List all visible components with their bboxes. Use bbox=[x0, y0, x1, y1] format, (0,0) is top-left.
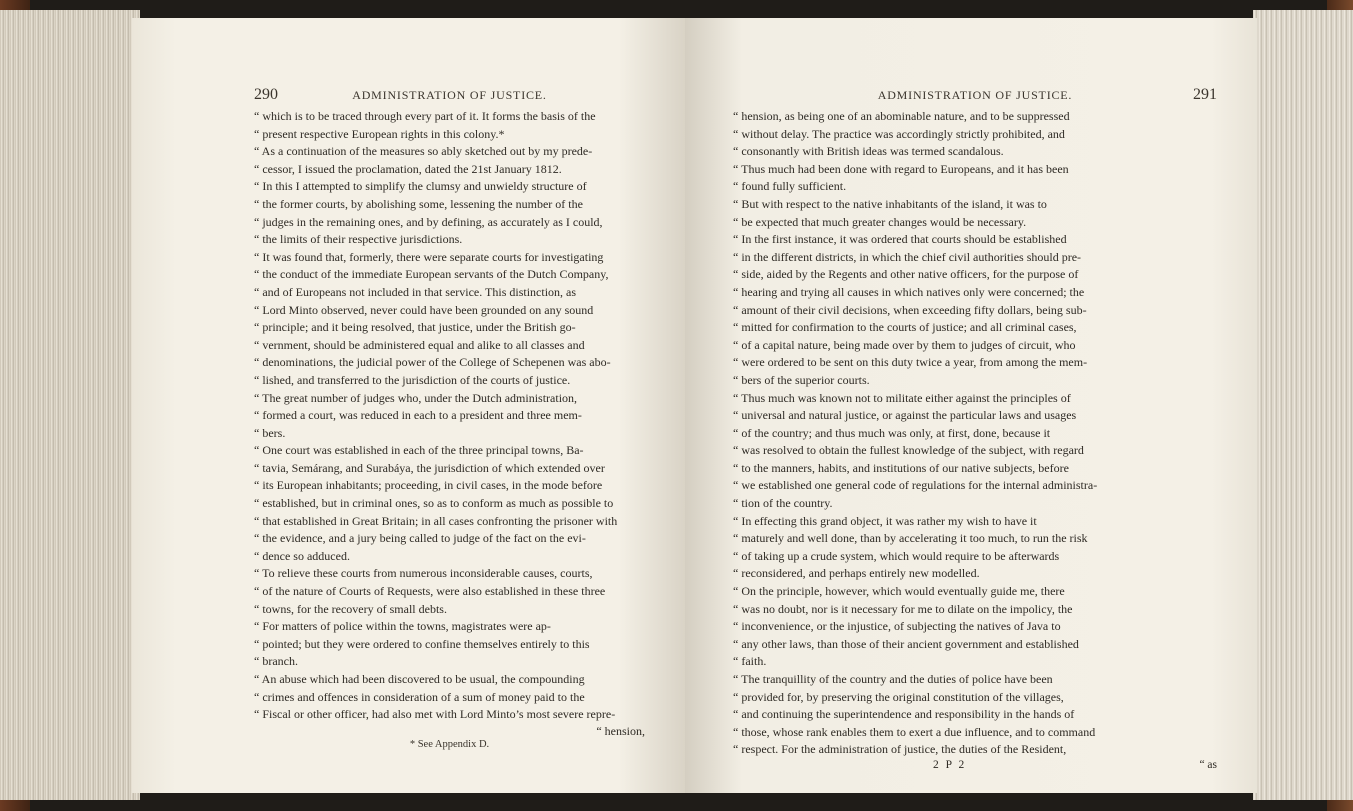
text-line: “ tion of the country. bbox=[733, 496, 833, 511]
text-line: “ the former courts, by abolishing some, lessening the number of the bbox=[254, 196, 583, 211]
text-line: “ Fiscal or other officer, had also met with Lord Minto’s most severe repre- bbox=[254, 707, 616, 722]
right-page-text bbox=[733, 108, 1217, 759]
left-catchword: “ hension, bbox=[596, 723, 645, 738]
text-line: “ The tranquillity of the country and the duties of police have been bbox=[733, 672, 1053, 686]
text-line: “ The great number of judges who, under the Dutch administration, bbox=[254, 390, 578, 405]
text-line: “ towns, for the recovery of small debts. bbox=[254, 601, 447, 616]
text-line: “ to the manners, habits, and institutions of our native subjects, before bbox=[733, 460, 1069, 475]
text-line: “ side, aided by the Regents and other native officers, for the purpose of bbox=[733, 267, 1079, 282]
text-line: “ An abuse which had been discovered to be usual, the compounding bbox=[254, 672, 585, 686]
left-page bbox=[132, 18, 685, 793]
text-line: “ reconsidered, and perhaps entirely new modelled. bbox=[733, 566, 980, 581]
text-line: “ of the country; and thus much was only, at first, done, because it bbox=[733, 425, 1051, 440]
text-line: “ Lord Minto observed, never could have been grounded on any sound bbox=[254, 302, 594, 317]
text-line: “ On the principle, however, which would eventually guide me, there bbox=[733, 584, 1065, 599]
right-page bbox=[685, 18, 1257, 793]
text-line: “ maturely and well done, than by accelerating it too much, to run the risk bbox=[733, 531, 1088, 546]
text-line: “ judges in the remaining ones, and by defining, as accurately as I could, bbox=[254, 214, 603, 229]
right-running-title: ADMINISTRATION OF JUSTICE. bbox=[877, 88, 1073, 102]
text-line: “ Thus much had been done with regard to Europeans, and it has been bbox=[733, 161, 1069, 176]
text-line: “ the conduct of the immediate European servants of the Dutch Company, bbox=[254, 267, 609, 282]
right-page-footer bbox=[733, 759, 1217, 777]
text-line: “ inconvenience, or the injustice, of subjecting the natives of Java to bbox=[733, 619, 1061, 634]
right-running-head bbox=[733, 86, 1217, 108]
text-line: “ its European inhabitants; proceeding, in civil cases, in the mode before bbox=[254, 478, 603, 493]
signature-mark: 2 P 2 bbox=[933, 758, 967, 771]
text-line: “ provided for, by preserving the original constitution of the villages, bbox=[733, 689, 1064, 704]
text-line: “ in the different districts, in which the chief civil authorities should pre- bbox=[733, 249, 1082, 264]
text-line: “ without delay. The practice was accordingly strictly prohibited, and bbox=[733, 126, 1065, 141]
text-line: “ vernment, should be administered equal and alike to all classes and bbox=[254, 337, 585, 352]
text-line: “ present respective European rights in this colony.* bbox=[254, 126, 505, 141]
text-line: “ hearing and trying all causes in which natives only were concerned; the bbox=[733, 284, 1085, 299]
text-line: “ found fully sufficient. bbox=[733, 179, 847, 194]
right-page-number: 291 bbox=[1193, 86, 1217, 103]
text-line: “ hension, as being one of an abominable nature, and to be suppressed bbox=[733, 109, 1070, 123]
text-line: “ mitted for confirmation to the courts of justice; and all criminal cases, bbox=[733, 320, 1077, 335]
text-line: “ In effecting this grand object, it was rather my wish to have it bbox=[733, 513, 1037, 528]
text-line: “ be expected that much greater changes would be necessary. bbox=[733, 214, 1027, 229]
text-line: “ It was found that, formerly, there were separate courts for investigating bbox=[254, 249, 604, 264]
left-page-text bbox=[254, 108, 645, 724]
text-line: “ any other laws, than those of their ancient government and established bbox=[733, 636, 1079, 651]
left-running-title: ADMINISTRATION OF JUSTICE. bbox=[352, 88, 547, 102]
text-line: “ was resolved to obtain the fullest knowledge of the subject, with regard bbox=[733, 443, 1084, 458]
text-line: “ tavia, Semárang, and Surabáya, the jurisdiction of which extended over bbox=[254, 460, 605, 475]
left-footnote: * See Appendix D. bbox=[409, 738, 490, 750]
text-line: “ of the nature of Courts of Requests, were also established in these three bbox=[254, 584, 606, 599]
page-edges-right bbox=[1253, 10, 1353, 800]
text-line: “ we established one general code of regulations for the internal administra- bbox=[733, 478, 1098, 493]
page-edges-left bbox=[0, 10, 140, 800]
text-line: “ But with respect to the native inhabitants of the island, it was to bbox=[733, 196, 1047, 211]
text-line: “ universal and natural justice, or against the particular laws and usages bbox=[733, 408, 1077, 423]
text-line: “ and continuing the superintendence and responsibility in the hands of bbox=[733, 707, 1075, 722]
text-line: “ bers. bbox=[254, 425, 286, 440]
text-line: “ principle; and it being resolved, that justice, under the British go- bbox=[254, 320, 576, 335]
text-line: “ faith. bbox=[733, 654, 767, 669]
text-line: “ amount of their civil decisions, when exceeding fifty dollars, being sub- bbox=[733, 302, 1087, 317]
text-line: “ In this I attempted to simplify the clumsy and unwieldy structure of bbox=[254, 179, 587, 194]
text-line: “ denominations, the judicial power of the College of Schepenen was abo- bbox=[254, 355, 611, 370]
text-line: “ In the first instance, it was ordered that courts should be established bbox=[733, 232, 1067, 247]
left-page-number: 290 bbox=[254, 86, 278, 103]
text-line: “ To relieve these courts from numerous inconsiderable causes, courts, bbox=[254, 566, 593, 581]
text-line: “ Thus much was known not to militate either against the principles of bbox=[733, 390, 1071, 405]
text-line: “ consonantly with British ideas was termed scandalous. bbox=[733, 144, 1004, 159]
text-line: “ the evidence, and a jury being called to judge of the fact on the evi- bbox=[254, 531, 586, 546]
text-line: “ were ordered to be sent on this duty twice a year, from among the mem- bbox=[733, 355, 1088, 370]
text-line: “ formed a court, was reduced in each to a president and three mem- bbox=[254, 408, 582, 423]
text-line: “ For matters of police within the towns, magistrates were ap- bbox=[254, 619, 551, 634]
text-line: “ lished, and transferred to the jurisdiction of the courts of justice. bbox=[254, 372, 571, 387]
text-line: “ established, but in criminal ones, so as to conform as much as possible to bbox=[254, 496, 614, 511]
text-line: “ that established in Great Britain; in all cases confronting the prisoner with bbox=[254, 513, 618, 528]
text-line: “ of taking up a crude system, which would require to be afterwards bbox=[733, 548, 1060, 563]
right-catchword: “ as bbox=[1199, 758, 1217, 771]
left-running-head bbox=[254, 86, 645, 108]
text-line: “ One court was established in each of the three principal towns, Ba- bbox=[254, 443, 584, 458]
text-line: “ crimes and offences in consideration of a sum of money paid to the bbox=[254, 689, 585, 704]
text-line: “ dence so adduced. bbox=[254, 548, 350, 563]
text-line: “ branch. bbox=[254, 654, 298, 669]
text-line: “ the limits of their respective jurisdictions. bbox=[254, 232, 463, 247]
text-line: “ which is to be traced through every part of it. It forms the basis of the bbox=[254, 109, 596, 123]
text-line: “ cessor, I issued the proclamation, dated the 21st January 1812. bbox=[254, 161, 562, 176]
text-line: “ and of Europeans not included in that service. This distinction, as bbox=[254, 284, 577, 299]
text-line: “ As a continuation of the measures so ably sketched out by my prede- bbox=[254, 144, 593, 159]
text-line: “ of a capital nature, being made over by them to judges of circuit, who bbox=[733, 337, 1076, 352]
text-line: “ bers of the superior courts. bbox=[733, 372, 870, 387]
text-line: “ respect. For the administration of justice, the duties of the Resident, bbox=[733, 742, 1067, 757]
text-line: “ pointed; but they were ordered to confine themselves entirely to this bbox=[254, 636, 590, 651]
text-line: “ was no doubt, nor is it necessary for me to dilate on the impolicy, the bbox=[733, 601, 1073, 616]
text-line: “ those, whose rank enables them to exert a due influence, and to command bbox=[733, 724, 1096, 739]
